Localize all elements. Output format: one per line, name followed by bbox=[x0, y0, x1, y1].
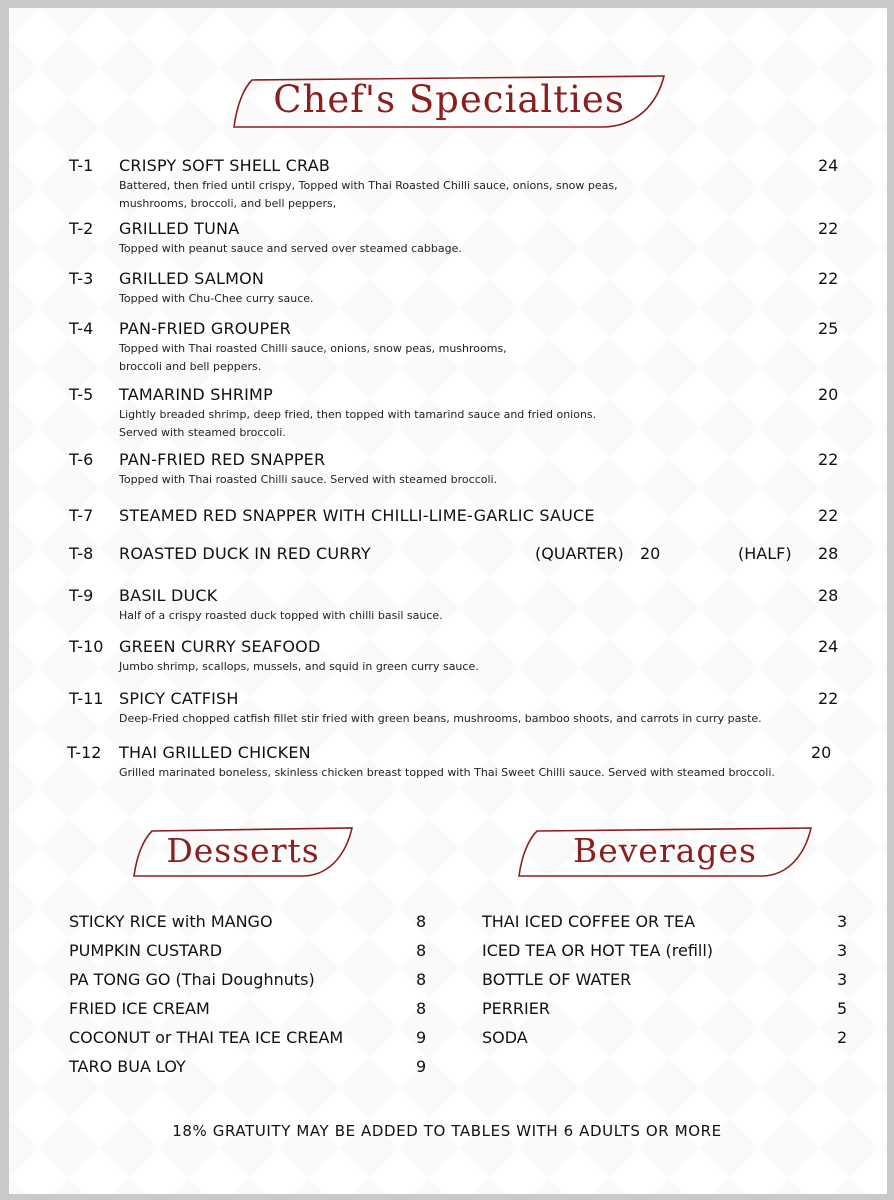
beverage-price: 3 bbox=[837, 941, 848, 960]
beverage-price: 5 bbox=[837, 999, 848, 1018]
item-name: PAN-FRIED RED SNAPPER bbox=[119, 450, 326, 469]
gratuity-note: 18% GRATUITY MAY BE ADDED TO TABLES WITH 6 ADULTS OR MORE bbox=[172, 1122, 722, 1140]
item-price: 24 bbox=[818, 637, 839, 656]
description-line: Jumbo shrimp, scallops, mussels, and squid in green curry sauce. bbox=[119, 660, 479, 673]
dessert-name: PA TONG GO (Thai Doughnuts) bbox=[69, 970, 315, 989]
dessert-name: FRIED ICE CREAM bbox=[69, 999, 210, 1018]
description-line: Lightly breaded shrimp, deep fried, then topped with tamarind sauce and fried onions. bbox=[119, 408, 597, 421]
item-code: T-4 bbox=[69, 319, 94, 338]
item-price: 22 bbox=[818, 269, 839, 288]
beverage-name: BOTTLE OF WATER bbox=[482, 970, 632, 989]
beverage-name: THAI ICED COFFEE OR TEA bbox=[482, 912, 696, 931]
description-line: Topped with Chu-Chee curry sauce. bbox=[119, 292, 314, 305]
description-line: broccoli and bell peppers. bbox=[119, 360, 262, 373]
beverage-price: 2 bbox=[837, 1028, 848, 1047]
half-label: (HALF) bbox=[738, 544, 792, 563]
dessert-price: 8 bbox=[416, 912, 427, 931]
dessert-name: COCONUT or THAI TEA ICE CREAM bbox=[69, 1028, 344, 1047]
item-price: 20 bbox=[818, 385, 839, 404]
dessert-item bbox=[69, 941, 439, 960]
item-code: T-7 bbox=[69, 506, 94, 525]
beverage-item bbox=[482, 941, 862, 960]
item-name: GREEN CURRY SEAFOOD bbox=[119, 637, 321, 656]
description-line: Topped with Thai roasted Chilli sauce, onions, snow peas, mushrooms, bbox=[119, 342, 507, 355]
item-description bbox=[119, 340, 819, 376]
description-line: Served with steamed broccoli. bbox=[119, 426, 286, 439]
dessert-price: 8 bbox=[416, 941, 427, 960]
item-price: 22 bbox=[818, 450, 839, 469]
item-description bbox=[119, 607, 819, 625]
item-description bbox=[119, 658, 819, 676]
desserts-banner bbox=[132, 826, 354, 878]
description-line: Half of a crispy roasted duck topped with chilli basil sauce. bbox=[119, 609, 443, 622]
beverage-price: 3 bbox=[837, 970, 848, 989]
item-name: THAI GRILLED CHICKEN bbox=[119, 743, 311, 762]
item-description bbox=[119, 290, 819, 308]
dessert-name: TARO BUA LOY bbox=[69, 1057, 186, 1076]
dessert-item bbox=[69, 999, 439, 1018]
dessert-price: 8 bbox=[416, 970, 427, 989]
description-line: Topped with peanut sauce and served over steamed cabbage. bbox=[119, 242, 462, 255]
dessert-name: STICKY RICE with MANGO bbox=[69, 912, 273, 931]
item-code: T-1 bbox=[69, 156, 94, 175]
item-code: T-9 bbox=[69, 586, 94, 605]
item-code: T-11 bbox=[69, 689, 104, 708]
beverage-name: SODA bbox=[482, 1028, 528, 1047]
beverage-name: PERRIER bbox=[482, 999, 550, 1018]
dessert-price: 9 bbox=[416, 1057, 427, 1076]
beverage-price: 3 bbox=[837, 912, 848, 931]
description-line: Battered, then fried until crispy, Topped with Thai Roasted Chilli sauce, onions, snow peas, bbox=[119, 179, 618, 192]
item-name: PAN-FRIED GROUPER bbox=[119, 319, 291, 338]
item-price: 25 bbox=[818, 319, 839, 338]
quarter-label: (QUARTER) bbox=[535, 544, 624, 563]
desserts-title: Desserts bbox=[166, 831, 320, 870]
dessert-item bbox=[69, 970, 439, 989]
description-line: mushrooms, broccoli, and bell peppers, bbox=[119, 197, 337, 210]
item-description bbox=[119, 177, 819, 213]
description-line: Deep-Fried chopped catfish fillet stir fried with green beans, mushrooms, bamboo shoots, and carrots in curry paste. bbox=[119, 712, 762, 725]
beverage-item bbox=[482, 912, 862, 931]
item-description bbox=[119, 406, 819, 442]
item-price: 22 bbox=[818, 689, 839, 708]
dessert-price: 8 bbox=[416, 999, 427, 1018]
dessert-item bbox=[69, 912, 439, 931]
quarter-price: 20 bbox=[640, 544, 661, 563]
description-line: Grilled marinated boneless, skinless chicken breast topped with Thai Sweet Chilli sauce. Served with steamed broccoli. bbox=[119, 766, 775, 779]
item-code: T-8 bbox=[69, 544, 94, 563]
item-name: GRILLED TUNA bbox=[119, 219, 240, 238]
item-name: STEAMED RED SNAPPER WITH CHILLI-LIME-GARLIC SAUCE bbox=[119, 506, 595, 525]
item-price: 22 bbox=[818, 219, 839, 238]
beverages-banner bbox=[517, 826, 813, 878]
item-name: TAMARIND SHRIMP bbox=[119, 385, 273, 404]
dessert-item bbox=[69, 1028, 439, 1047]
dessert-price: 9 bbox=[416, 1028, 427, 1047]
item-name: GRILLED SALMON bbox=[119, 269, 265, 288]
item-code: T-2 bbox=[69, 219, 94, 238]
item-code: T-3 bbox=[69, 269, 94, 288]
item-name: ROASTED DUCK IN RED CURRY bbox=[119, 544, 371, 563]
item-price: 24 bbox=[818, 156, 839, 175]
beverage-name: ICED TEA OR HOT TEA (refill) bbox=[482, 941, 714, 960]
item-price: 28 bbox=[818, 586, 839, 605]
beverage-item bbox=[482, 999, 862, 1018]
beverages-title: Beverages bbox=[573, 831, 757, 870]
item-description bbox=[119, 764, 819, 782]
specialties-title: Chef's Specialties bbox=[273, 78, 625, 121]
specialties-banner bbox=[232, 74, 666, 130]
item-name: CRISPY SOFT SHELL CRAB bbox=[119, 156, 331, 175]
item-code: T-5 bbox=[69, 385, 94, 404]
item-name: SPICY CATFISH bbox=[119, 689, 239, 708]
item-price: 22 bbox=[818, 506, 839, 525]
item-price: 28 bbox=[818, 544, 839, 563]
description-line: Topped with Thai roasted Chilli sauce. Served with steamed broccoli. bbox=[119, 473, 498, 486]
item-price: 20 bbox=[811, 743, 832, 762]
item-description bbox=[119, 471, 819, 489]
item-code: T-12 bbox=[67, 743, 102, 762]
dessert-item bbox=[69, 1057, 439, 1076]
beverage-item bbox=[482, 1028, 862, 1047]
item-description bbox=[119, 240, 819, 258]
item-code: T-6 bbox=[69, 450, 94, 469]
item-code: T-10 bbox=[69, 637, 104, 656]
beverage-item bbox=[482, 970, 862, 989]
dessert-name: PUMPKIN CUSTARD bbox=[69, 941, 223, 960]
item-description bbox=[119, 710, 819, 728]
item-name: BASIL DUCK bbox=[119, 586, 218, 605]
